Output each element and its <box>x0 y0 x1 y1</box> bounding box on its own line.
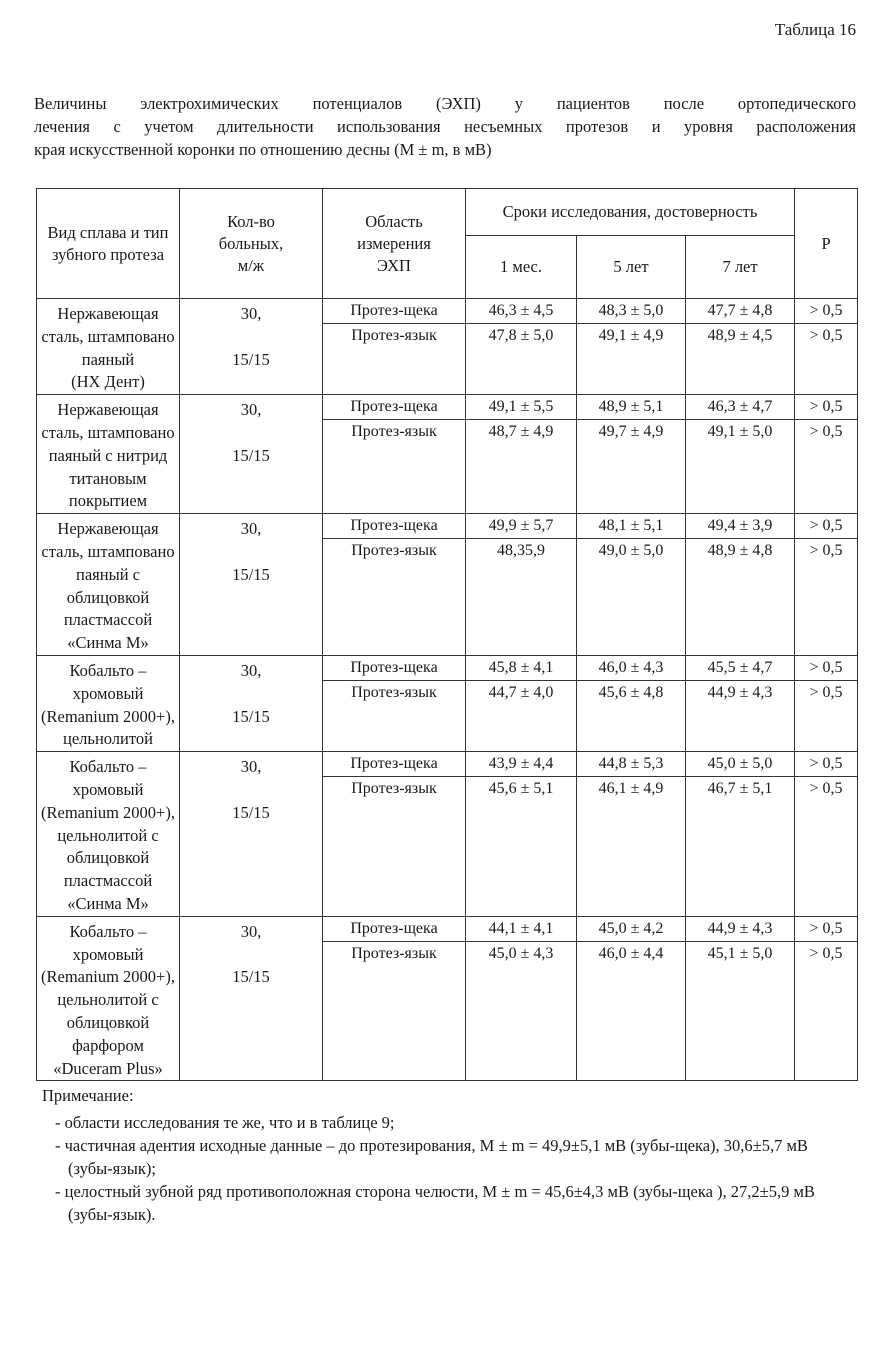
value-5-years-cell <box>577 299 686 395</box>
alloy-line: Кобальто – <box>69 757 147 777</box>
header-alloy-line: зубного протеза <box>51 244 165 264</box>
alloy-line: облицовкой <box>66 848 150 868</box>
count-total: 30, <box>240 660 262 680</box>
alloy-line: (НХ Дент) <box>71 372 145 392</box>
value-5-years: 48,9 ± 5,1 <box>577 395 685 420</box>
alloy-line: паяный с нитрид <box>48 445 168 465</box>
value-1-month: 45,0 ± 4,3 <box>488 944 554 962</box>
alloy-line: паяный с <box>76 564 140 584</box>
p-value-cell <box>795 752 858 917</box>
p-value: > 0,5 <box>809 944 843 962</box>
measure-area: Протез-язык <box>351 327 437 344</box>
measure-area: Протез-щека <box>323 514 465 539</box>
p-value: > 0,5 <box>795 299 857 324</box>
header-periods: Сроки исследования, достоверность <box>466 189 795 236</box>
measure-area: Протез-щека <box>323 395 465 420</box>
p-value: > 0,5 <box>795 752 857 777</box>
header-period-7-years: 7 лет <box>686 236 795 299</box>
value-5-years-cell <box>577 514 686 656</box>
value-7-years-cell <box>686 752 795 917</box>
header-alloy <box>37 189 180 299</box>
alloy-line: Кобальто – <box>69 921 147 941</box>
table-row <box>37 514 858 656</box>
header-area-line: измерения <box>357 233 431 253</box>
count-split: 15/15 <box>232 967 270 987</box>
measure-area-cell <box>323 395 466 514</box>
alloy-cell <box>37 916 180 1081</box>
p-value-cell <box>795 299 858 395</box>
measure-area: Протез-щека <box>323 752 465 777</box>
value-5-years: 49,7 ± 4,9 <box>598 423 664 441</box>
value-5-years-cell <box>577 916 686 1081</box>
value-1-month-cell <box>466 655 577 751</box>
alloy-cell <box>37 514 180 656</box>
value-7-years: 49,1 ± 5,0 <box>707 423 773 441</box>
count-total: 30, <box>240 757 262 777</box>
value-1-month: 49,9 ± 5,7 <box>466 514 576 539</box>
measure-area: Протез-язык <box>351 423 437 441</box>
alloy-line: сталь, штамповано <box>41 541 175 561</box>
value-5-years: 46,0 ± 4,4 <box>598 944 664 962</box>
header-count-line: больных, <box>218 233 284 253</box>
value-7-years: 49,4 ± 3,9 <box>686 514 794 539</box>
p-value-cell <box>795 916 858 1081</box>
count-cell <box>180 752 323 917</box>
table-body <box>37 299 858 1081</box>
count-split: 15/15 <box>232 802 270 822</box>
measure-area: Протез-щека <box>323 656 465 681</box>
header-period-1-month: 1 мес. <box>466 236 577 299</box>
value-7-years: 45,0 ± 5,0 <box>686 752 794 777</box>
value-7-years: 47,7 ± 4,8 <box>686 299 794 324</box>
header-alloy-line: Вид сплава и тип <box>47 222 169 242</box>
value-1-month: 44,7 ± 4,0 <box>488 683 554 701</box>
note-item: - целостный зубной ряд противоположная сторона челюсти, М ± m = 45,6±4,3 мВ (зубы-щека ), 27,2±5,9 мВ (зубы-язык). <box>42 1180 842 1226</box>
table-row <box>37 655 858 751</box>
value-5-years: 45,0 ± 4,2 <box>577 917 685 942</box>
measure-area: Протез-язык <box>351 780 437 798</box>
alloy-line: «Duceram Plus» <box>53 1058 163 1078</box>
note-item: - частичная адентия исходные данные – до протезирования, М ± m = 49,9±5,1 мВ (зубы-щека), 30,6±5,7 мВ (зубы-язык); <box>42 1134 842 1180</box>
alloy-cell <box>37 752 180 917</box>
value-1-month: 48,7 ± 4,9 <box>488 423 554 441</box>
value-1-month: 48,35,9 <box>497 542 545 560</box>
alloy-line: покрытием <box>68 491 148 511</box>
alloy-line: (Remanium 2000+), <box>41 967 175 987</box>
value-7-years: 44,9 ± 4,3 <box>686 917 794 942</box>
header-area-line: Область <box>365 211 423 231</box>
header-p: Р <box>795 189 858 299</box>
notes <box>42 1084 842 1226</box>
p-value: > 0,5 <box>809 683 843 701</box>
value-1-month: 44,1 ± 4,1 <box>466 917 576 942</box>
value-1-month: 47,8 ± 5,0 <box>488 327 554 344</box>
value-7-years: 48,9 ± 4,5 <box>707 327 773 344</box>
alloy-line: хромовый <box>72 683 144 703</box>
table-caption <box>34 92 856 161</box>
alloy-line: облицовкой <box>66 587 150 607</box>
p-value: > 0,5 <box>795 395 857 420</box>
count-cell <box>180 395 323 514</box>
table-row <box>37 916 858 1081</box>
header-count-line: Кол-во <box>227 211 275 231</box>
count-total: 30, <box>240 921 262 941</box>
alloy-line: «Синма М» <box>67 633 149 653</box>
header-count-line: м/ж <box>237 255 265 275</box>
value-5-years: 48,1 ± 5,1 <box>577 514 685 539</box>
count-cell <box>180 299 323 395</box>
count-cell <box>180 514 323 656</box>
alloy-cell <box>37 299 180 395</box>
count-cell <box>180 655 323 751</box>
value-7-years: 44,9 ± 4,3 <box>707 683 773 701</box>
alloy-line: «Синма М» <box>67 893 149 913</box>
header-period-5-years: 5 лет <box>577 236 686 299</box>
value-7-years: 46,3 ± 4,7 <box>686 395 794 420</box>
count-total: 30, <box>240 304 262 323</box>
header-count <box>180 189 323 299</box>
ecp-table <box>36 188 858 1081</box>
value-5-years: 48,3 ± 5,0 <box>577 299 685 324</box>
alloy-line: сталь, штамповано <box>41 422 175 442</box>
count-split: 15/15 <box>232 564 270 584</box>
value-7-years-cell <box>686 655 795 751</box>
value-5-years: 49,1 ± 4,9 <box>598 327 664 344</box>
value-5-years-cell <box>577 655 686 751</box>
value-1-month: 45,6 ± 5,1 <box>488 780 554 798</box>
value-1-month: 49,1 ± 5,5 <box>466 395 576 420</box>
measure-area: Протез-язык <box>351 542 437 560</box>
alloy-line: титановым <box>69 468 147 488</box>
p-value: > 0,5 <box>795 917 857 942</box>
alloy-line: Нержавеющая <box>57 519 159 539</box>
alloy-line: паяный <box>81 349 135 369</box>
alloy-line: цельнолитой с <box>57 990 159 1010</box>
count-total: 30, <box>240 519 262 539</box>
value-5-years: 49,0 ± 5,0 <box>598 542 664 560</box>
value-1-month-cell <box>466 395 577 514</box>
p-value-cell <box>795 395 858 514</box>
value-7-years: 46,7 ± 5,1 <box>707 780 773 798</box>
alloy-line: хромовый <box>72 944 144 964</box>
alloy-line: Кобальто – <box>69 660 147 680</box>
value-1-month-cell <box>466 514 577 656</box>
value-1-month: 43,9 ± 4,4 <box>466 752 576 777</box>
table-row <box>37 395 858 514</box>
value-1-month: 45,8 ± 4,1 <box>466 656 576 681</box>
value-5-years-cell <box>577 752 686 917</box>
alloy-line: пластмассой <box>63 871 153 891</box>
count-cell <box>180 916 323 1081</box>
measure-area: Протез-щека <box>323 299 465 324</box>
p-value: > 0,5 <box>795 656 857 681</box>
alloy-line: Нержавеющая <box>57 304 159 323</box>
measure-area-cell <box>323 514 466 656</box>
table-row <box>37 299 858 395</box>
alloy-line: пластмассой <box>63 610 153 630</box>
note-item: - области исследования те же, что и в таблице 9; <box>42 1111 842 1134</box>
caption-line: лечения с учетом длительности использования несъемных протезов и уровня расположения <box>34 117 856 136</box>
caption-line: края искусственной коронки по отношению десны (М ± m, в мВ) <box>34 140 492 159</box>
alloy-line: цельнолитой с <box>57 825 159 845</box>
table-header <box>37 189 858 299</box>
value-5-years-cell <box>577 395 686 514</box>
value-5-years: 46,1 ± 4,9 <box>598 780 664 798</box>
p-value: > 0,5 <box>809 423 843 441</box>
value-7-years-cell <box>686 395 795 514</box>
notes-title: Примечание: <box>42 1086 134 1105</box>
alloy-cell <box>37 655 180 751</box>
count-total: 30, <box>240 400 262 420</box>
count-split: 15/15 <box>232 445 270 465</box>
alloy-cell <box>37 395 180 514</box>
alloy-line: хромовый <box>72 779 144 799</box>
value-5-years: 45,6 ± 4,8 <box>598 683 664 701</box>
measure-area: Протез-язык <box>351 683 437 701</box>
caption-line: Величины электрохимических потенциалов (ЭХП) у пациентов после ортопедического <box>34 94 856 113</box>
alloy-line: цельнолитой <box>63 729 153 749</box>
measure-area-cell <box>323 299 466 395</box>
value-5-years: 44,8 ± 5,3 <box>577 752 685 777</box>
alloy-line: (Remanium 2000+), <box>41 802 175 822</box>
measure-area-cell <box>323 916 466 1081</box>
value-7-years: 48,9 ± 4,8 <box>707 542 773 560</box>
p-value: > 0,5 <box>809 327 843 344</box>
alloy-line: (Remanium 2000+), <box>41 706 175 726</box>
measure-area-cell <box>323 752 466 917</box>
header-area-line: ЭХП <box>377 255 411 275</box>
alloy-line: Нержавеющая <box>57 400 159 420</box>
p-value-cell <box>795 514 858 656</box>
alloy-line: фарфором <box>72 1035 144 1055</box>
value-1-month: 46,3 ± 4,5 <box>466 299 576 324</box>
alloy-line: облицовкой <box>66 1012 150 1032</box>
measure-area-cell <box>323 655 466 751</box>
value-5-years: 46,0 ± 4,3 <box>577 656 685 681</box>
value-1-month-cell <box>466 916 577 1081</box>
value-7-years: 45,5 ± 4,7 <box>686 656 794 681</box>
alloy-line: сталь, штамповано <box>41 326 175 346</box>
header-area <box>323 189 466 299</box>
count-split: 15/15 <box>232 349 270 369</box>
count-split: 15/15 <box>232 706 270 726</box>
value-7-years-cell <box>686 916 795 1081</box>
value-7-years: 45,1 ± 5,0 <box>707 944 773 962</box>
value-7-years-cell <box>686 514 795 656</box>
value-7-years-cell <box>686 299 795 395</box>
table-row <box>37 752 858 917</box>
measure-area: Протез-щека <box>323 917 465 942</box>
p-value: > 0,5 <box>809 780 843 798</box>
notes-list <box>42 1111 842 1226</box>
p-value-cell <box>795 655 858 751</box>
value-1-month-cell <box>466 752 577 917</box>
p-value: > 0,5 <box>795 514 857 539</box>
p-value: > 0,5 <box>809 542 843 560</box>
table-number: Таблица 16 <box>774 20 856 39</box>
value-1-month-cell <box>466 299 577 395</box>
measure-area: Протез-язык <box>351 944 437 962</box>
